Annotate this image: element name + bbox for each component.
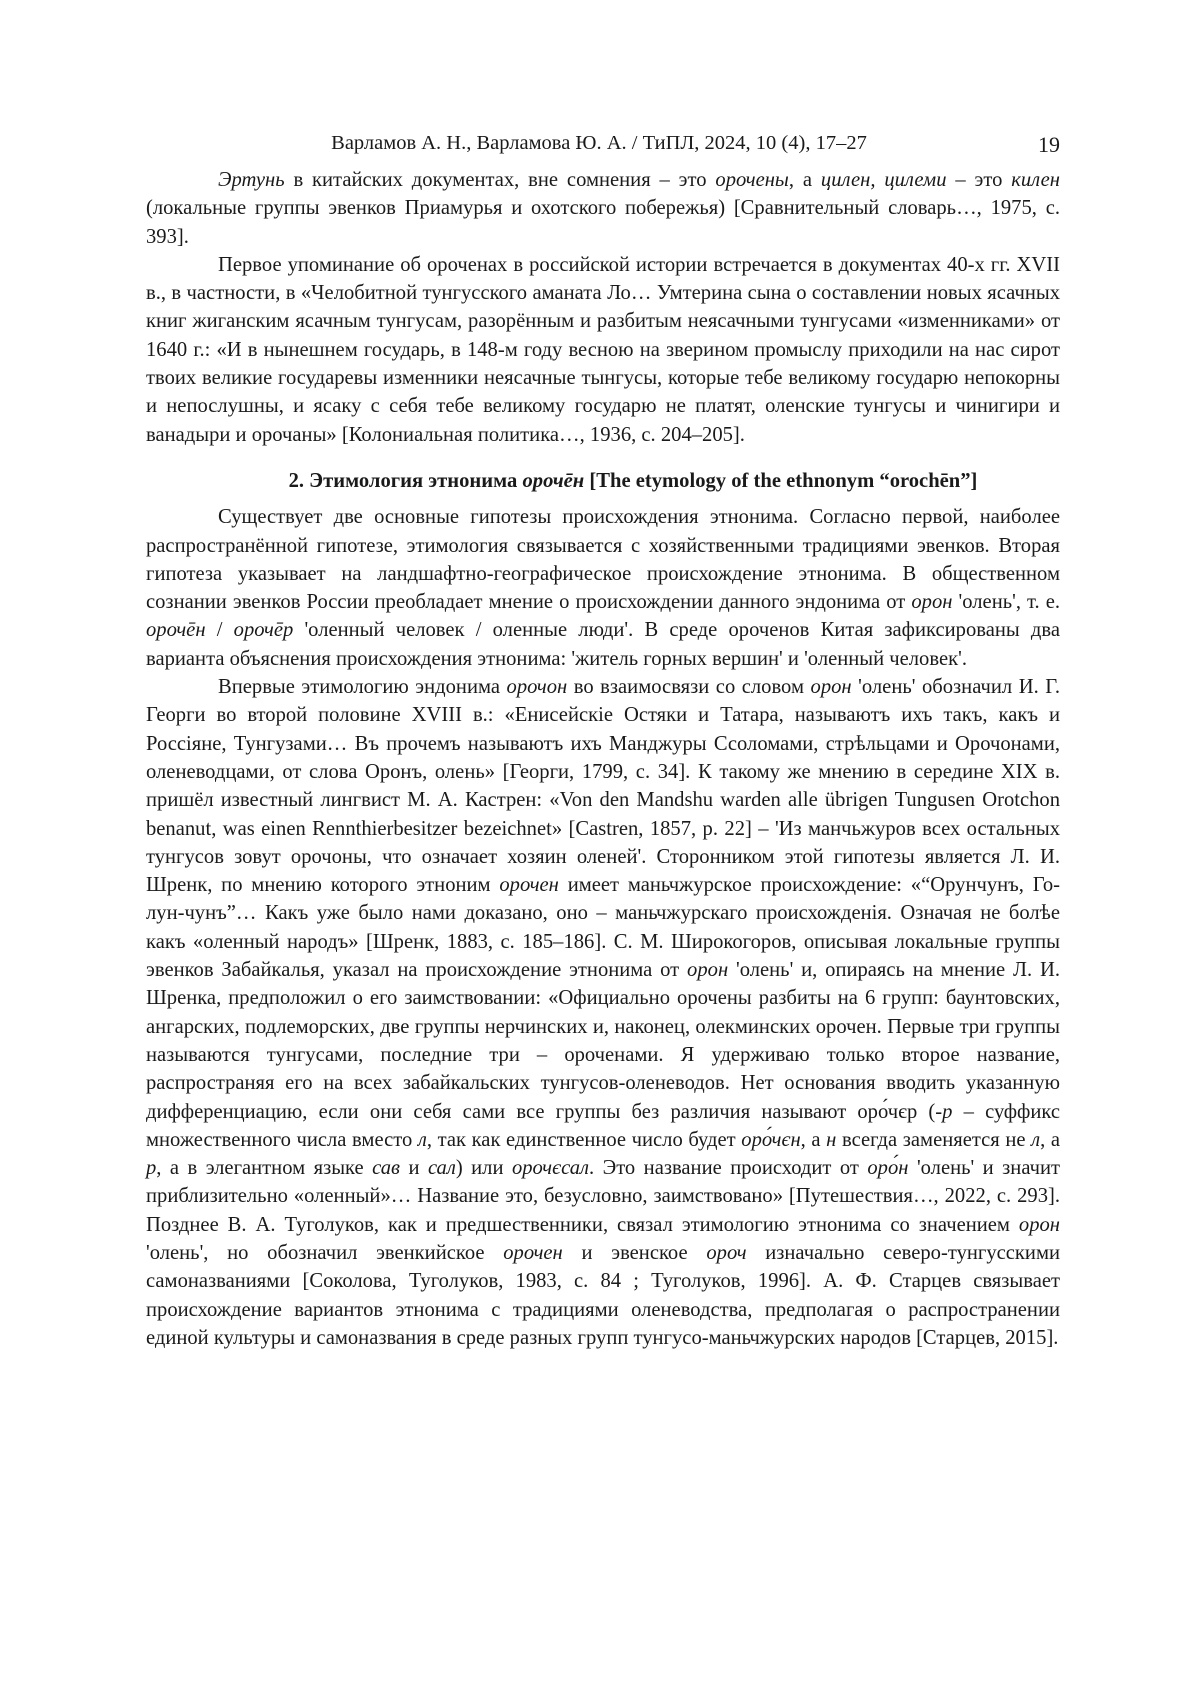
italic-term: орочєсал [512,1157,589,1179]
text-run: Первое упоминание об ороченах в российской истории встречается в документах 40-х гг. XVII в., в частности, в «Челобитной тунгусского аманата Ло… Умтерина сына о составлении новых ясачных книг жиганским ясачным тунгусам, разорённым и разбитым неясачными тунгусами «изменниками» от 1640 г.: «И в нынешнем государь, в 148-м году весною на зверином промыслу приходили на нас сирот твоих великие государевы изменники неясачные тынгусы, которые тебе великому государю непокорны и непослушны, и ясаку с себя тебе великому государю не платят, оленские тунгусы и чинигири и ванадыри и орочаны» [Колониальная политика…, 1936, с. 204–205]. [146,254,1060,446]
text-run: ) или [456,1157,512,1179]
italic-term: оро́н [867,1157,908,1179]
italic-term: сав [372,1157,400,1179]
italic-term: орон [1019,1214,1060,1236]
document-page [0,0,1200,1697]
section-heading-suffix: [The etymology of the ethnonym “orochēn”] [584,470,977,492]
text-run: изначально северо-тунгусскими самоназваниями [Соколова, Туголуков, 1983, с. 84 ; Туголуков, 1996]. А. Ф. Старцев связывает происхождение вариантов этнонима с традициями оленеводства, предполагая о распространении единой культуры и самоназвания в среде разных групп тунгусо-маньчжурских народов [Старцев, 2015]. [146,1242,1060,1349]
text-run: , а [1040,1129,1060,1151]
paragraph-first-mention [146,251,1060,449]
text-run: , а [789,169,821,191]
text-run: 'олень', т. е. [952,591,1060,613]
text-run: Существует две основные гипотезы происхождения этнонима. Согласно первой, наиболее распространённой гипотезе, этимология связывается с хозяйственными традициями эвенков. Вторая гипотеза указывает на ландшафтно-географическое происхождение этнонима. В общественном сознании эвенков России преобладает мнение о происхождении данного эндонима от [146,506,1060,613]
section-heading-term: орочēн [523,470,585,492]
italic-term: орон [687,959,728,981]
text-run: 'оленный человек / оленные люди'. В среде ороченов Китая зафиксированы два варианта объяснения происхождения этнонима: 'житель горных вершин' и 'оленный человек'. [146,619,1060,669]
paragraph-hypotheses [146,503,1060,673]
italic-term: орочен [499,874,559,896]
text-run: 'олень' и, опираясь на мнение Л. И. Шренка, предположил о его заимствовании: «Официально орочены разбиты на 6 групп: баунтовских, ангарских, подлеморских, две группы нерчинских и, наконец, олекминских орочен. Первые три группы называются тунгусами, последние три – ороченами. Я удерживаю только второе название, распространяя его на всех забайкальских тунгусов-оленеводов. Нет основания вводить указанную дифференциацию, если они себя сами все группы без различия называют оро́чєр ( [146,959,1060,1122]
text-run: (локальные группы эвенков Приамурья и охотского побережья) [Сравнительный словарь…, 1975, с. 393]. [146,197,1060,247]
text-run: 'олень' и значит приблизительно «оленный»… Название это, безусловно, заимствовано» [Путешествия…, 2022, с. 293]. Позднее В. А. Туголуков, как и предшественники, связал этимологию этнонима со значением [146,1157,1060,1236]
italic-term: л [418,1129,427,1151]
italic-term: л [1031,1129,1040,1151]
italic-term: орочēн [146,619,206,641]
italic-term: орочēр [234,619,294,641]
text-run: и [400,1157,428,1179]
text-run: 'олень' обозначил И. Г. Георги во второй половине XVIII в.: «Енисейскiе Остяки и Татара, называютъ ихъ такъ, какъ и Россiяне, Тунгузами… Въ прочемъ называютъ ихъ Манджуры Ссоломами, стрѣльцами и Орочонами, оленеводцами, от слова Оронъ, олень» [Георги, 1799, с. 34]. К такому же мнению в середине XIX в. пришёл известный лингвист М. А. Кастрен: «Von den Mandshu warden alle übrigen Tungusen Orotchon benanut, was einen Rennthierbesitzer bezeichnet» [Castren, 1857, p. 22] – 'Из манчьжуров всех остальных тунгусов зовут орочоны, что означает хозяин оленей'. Сторонником этой гипотезы является Л. И. Шренк, по мнению которого этноним [146,676,1060,896]
italic-term: -р [935,1101,952,1123]
text-run: – суффикс множественного числа вместо [146,1101,1060,1151]
text-run: в китайских документах, вне сомнения – это [285,169,716,191]
italic-term: орочены [715,169,789,191]
text-run: 'олень', но обозначил эвенкийское [146,1242,503,1264]
italic-term: орочон [507,676,568,698]
text-run: имеет маньчжурское происхождение: «“Орунчунъ, Го-лун-чунъ”… Какъ уже было нами доказано, оно – маньчжурскаго происхожденiя. Означая не болѣе какъ «оленный народъ» [Шренк, 1883, с. 185–186]. С. М. Широкогоров, описывая локальные группы эвенков Забайкалья, указал на происхождение этнонима от [146,874,1060,981]
italic-term: р [146,1157,156,1179]
text-run: , а в элегантном языке [156,1157,372,1179]
text-run: , так как единственное число будет [427,1129,741,1151]
paragraph-etymology-history [146,673,1060,1352]
italic-term: н [826,1129,836,1151]
page-number: 19 [1030,132,1060,158]
article-body [146,166,1060,1352]
italic-term: оро́чєн [741,1129,800,1151]
section-heading [146,467,1060,495]
italic-term: Эртунь [218,169,285,191]
text-run: / [206,619,234,641]
paragraph-ertun [146,166,1060,251]
italic-term: орон [811,676,852,698]
text-run: – это [947,169,1012,191]
italic-term: орон [911,591,952,613]
running-head: Варламов А. Н., Варламова Ю. А. / ТиПЛ, 2024, 10 (4), 17–27 [146,130,1052,156]
italic-term: сал [428,1157,456,1179]
text-run: и эвенское [563,1242,707,1264]
italic-term: килен [1011,169,1060,191]
italic-term: ороч [706,1242,746,1264]
text-run: , а [801,1129,827,1151]
text-run: всегда заменяется не [836,1129,1031,1151]
italic-term: орочен [503,1242,563,1264]
section-heading-prefix: 2. Этимология этнонима [289,470,523,492]
text-run: во взаимосвязи со словом [567,676,810,698]
italic-term: цилен, цилеми [821,169,947,191]
text-run: Впервые этимологию эндонима [218,676,507,698]
text-run: . Это название происходит от [589,1157,867,1179]
